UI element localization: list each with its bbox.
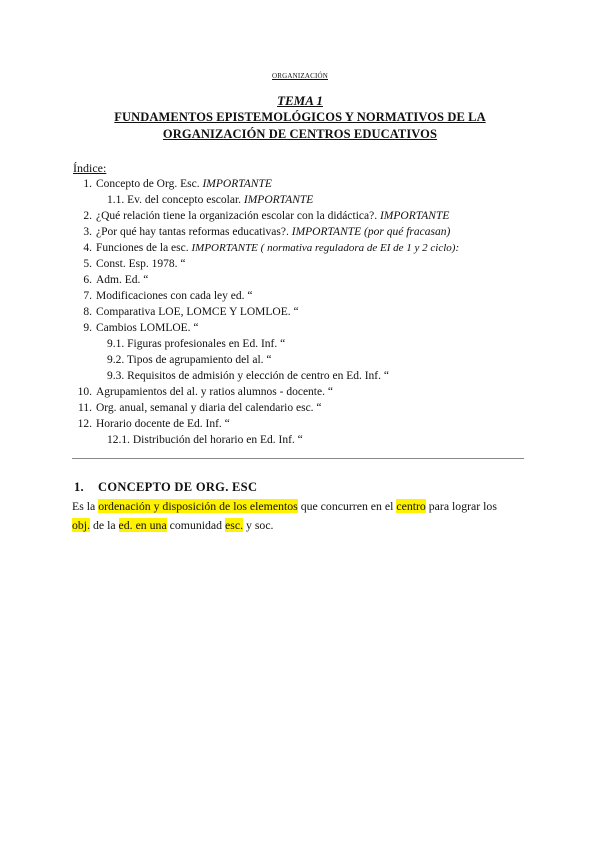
document-title-line-1: FUNDAMENTOS EPISTEMOLÓGICOS Y NORMATIVOS DE LA [114, 110, 486, 124]
toc-number: 3. [83, 226, 92, 238]
toc-text: Agrupamientos del al. y ratios alumnos - docente. “ [96, 386, 333, 398]
section-divider [72, 458, 524, 459]
toc-subitem-9-3 [107, 370, 389, 382]
toc-number: 1. [83, 178, 92, 190]
toc-note: IMPORTANTE (por qué fracasan) [291, 226, 451, 238]
section-paragraph [72, 497, 528, 535]
highlighted-text: esc. [225, 518, 244, 532]
topic-number: TEMA 1 [277, 93, 323, 108]
toc-text: Const. Esp. 1978. “ [96, 258, 186, 270]
toc-number: 10. [77, 386, 92, 398]
toc-number: 9. [83, 322, 92, 334]
paragraph-text: de la [90, 518, 119, 532]
paragraph-text: para lograr los [425, 499, 497, 513]
toc-text: Concepto de Org. Esc. [96, 178, 200, 190]
toc-note: IMPORTANTE ( normativa reguladora de EI de 1 y 2 ciclo): [191, 242, 460, 254]
toc-number: 7. [83, 290, 92, 302]
toc-text: 1.1. Ev. del concepto escolar. [107, 194, 242, 206]
highlighted-text: centro [396, 499, 426, 513]
paragraph-text: comunidad [166, 518, 226, 532]
toc-text: 9.1. Figuras profesionales en Ed. Inf. “ [107, 338, 286, 350]
toc-number: 4. [83, 242, 92, 254]
toc-subitem-1-1 [107, 194, 313, 206]
highlighted-text: obj. [72, 518, 91, 532]
toc-text: ¿Por qué hay tantas reformas educativas?. [96, 226, 289, 238]
index-label: Índice: [73, 161, 107, 175]
section-title: CONCEPTO DE ORG. ESC [98, 480, 258, 494]
toc-number: 8. [83, 306, 92, 318]
highlighted-text: ordenación y disposición de los elementos [98, 499, 298, 513]
toc-number: 2. [83, 210, 92, 222]
toc-text: Modificaciones con cada ley ed. “ [96, 290, 253, 302]
document-title-line-2: ORGANIZACIÓN DE CENTROS EDUCATIVOS [162, 127, 438, 141]
toc-text: Comparativa LOE, LOMCE Y LOMLOE. “ [96, 306, 299, 318]
section-number: 1. [74, 480, 84, 494]
highlighted-text: ed. en una [118, 518, 167, 532]
toc-number: 12. [77, 418, 92, 430]
page-header: ORGANIZACIÓN [271, 72, 329, 80]
toc-number: 11. [78, 402, 92, 414]
toc-note: IMPORTANTE [379, 210, 450, 222]
toc-number: 6. [83, 274, 92, 286]
toc-note: IMPORTANTE [202, 178, 272, 190]
toc-text: 9.3. Requisitos de admisión y elección de centro en Ed. Inf. “ [107, 370, 389, 382]
toc-subitem-12-1 [107, 434, 303, 446]
toc-note: IMPORTANTE [243, 194, 314, 206]
paragraph-text: que concurren en el [297, 499, 397, 513]
section-heading [74, 480, 257, 495]
toc-text: Horario docente de Ed. Inf. “ [96, 418, 230, 430]
paragraph-text: Es la [72, 499, 99, 513]
toc-text: ¿Qué relación tiene la organización escolar con la didáctica?. [96, 210, 378, 222]
toc-subitem-9-1 [107, 338, 285, 350]
toc-text: Org. anual, semanal y diaria del calendario esc. “ [96, 402, 322, 414]
toc-text: Cambios LOMLOE. “ [96, 322, 199, 334]
toc-number: 5. [83, 258, 92, 270]
toc-subitem-9-2 [107, 354, 272, 366]
toc-text: 9.2. Tipos de agrupamiento del al. “ [107, 354, 272, 366]
toc-text: Funciones de la esc. [96, 242, 189, 254]
paragraph-text: y soc. [243, 518, 274, 532]
toc-text: Adm. Ed. “ [96, 274, 149, 286]
toc-text: 12.1. Distribución del horario en Ed. Inf. “ [107, 434, 303, 446]
